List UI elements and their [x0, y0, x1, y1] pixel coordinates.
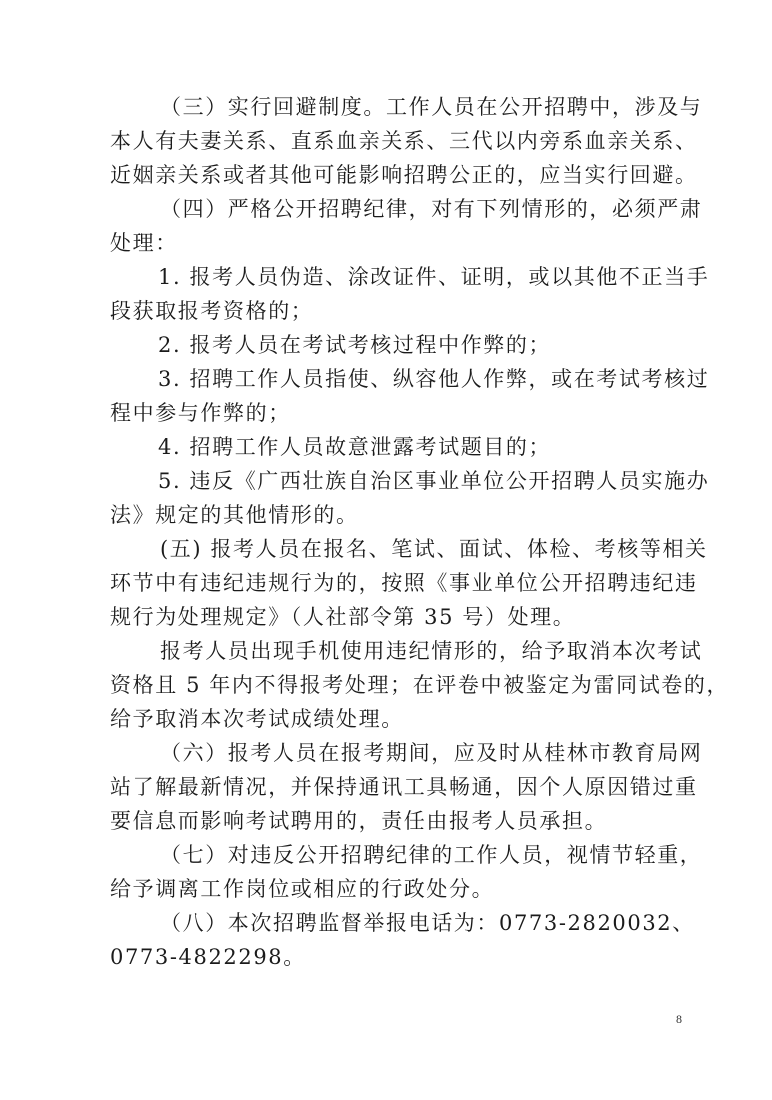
list-item-line: 4. 招聘工作人员故意泄露考试题目的；	[158, 435, 552, 459]
list-item-line: 1. 报考人员伪造、涂改证件、证明，或以其他不正当手	[158, 265, 710, 289]
list-item-line: 2. 报考人员在考试考核过程中作弊的；	[158, 333, 552, 357]
paragraph-line: 资格且 5 年内不得报考处理；在评卷中被鉴定为雷同试卷的，	[110, 673, 730, 697]
list-item-line: 程中参与作弊的；	[110, 401, 291, 425]
paragraph-line: (五) 报考人员在报名、笔试、面试、体检、考核等相关	[160, 537, 708, 561]
paragraph-line: 报考人员出现手机使用违纪情形的，给予取消本次考试	[160, 639, 703, 663]
paragraph-line: （七）对违反公开招聘纪律的工作人员，视情节轻重，	[160, 843, 703, 867]
list-item-line: 法》规定的其他情形的。	[110, 503, 359, 527]
paragraph-line: （六）报考人员在报考期间，应及时从桂林市教育局网	[160, 741, 703, 765]
paragraph-line: 站了解最新情况，并保持通讯工具畅通，因个人原因错过重	[110, 775, 698, 799]
paragraph-line: 要信息而影响考试聘用的，责任由报考人员承担。	[110, 809, 608, 833]
paragraph-line: 近姻亲关系或者其他可能影响招聘公正的，应当实行回避。	[110, 163, 698, 187]
paragraph-line: 给予调离工作岗位或相应的行政处分。	[110, 877, 495, 901]
paragraph-line: 0773-4822298。	[110, 945, 306, 969]
paragraph-line: 本人有夫妻关系、直系血亲关系、三代以内旁系血亲关系、	[110, 129, 698, 153]
paragraph-line: 处理：	[110, 231, 178, 255]
paragraph-line: （四）严格公开招聘纪律，对有下列情形的，必须严肃	[160, 197, 703, 221]
page-number: 8	[676, 1012, 682, 1026]
paragraph-line: 规行为处理规定》（人社部令第 35 号）处理。	[110, 605, 576, 629]
paragraph-line: （三）实行回避制度。工作人员在公开招聘中，涉及与	[160, 95, 703, 119]
list-item-line: 5. 违反《广西壮族自治区事业单位公开招聘人员实施办	[158, 469, 710, 493]
paragraph-line: 给予取消本次考试成绩处理。	[110, 707, 404, 731]
paragraph-line: （八）本次招聘监督举报电话为：0773-2820032、	[160, 911, 695, 935]
paragraph-line: 环节中有违纪违规行为的，按照《事业单位公开招聘违纪违	[110, 571, 698, 595]
list-item-line: 段获取报考资格的；	[110, 299, 314, 323]
list-item-line: 3. 招聘工作人员指使、纵容他人作弊，或在考试考核过	[158, 367, 710, 391]
